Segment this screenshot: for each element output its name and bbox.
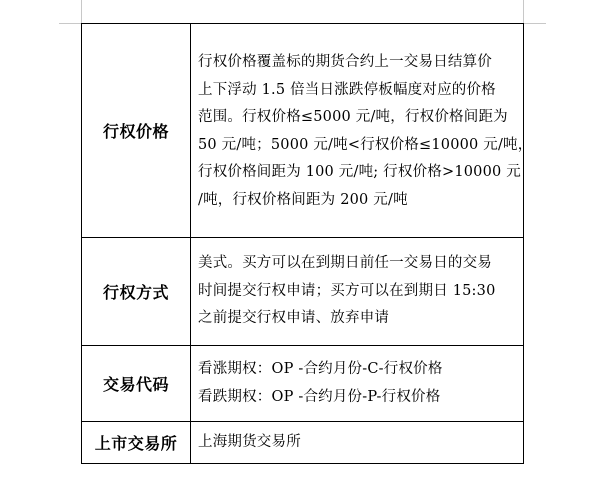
margin-mark-top-left-vertical bbox=[81, 0, 82, 23]
row-content bbox=[191, 346, 524, 422]
row-label: 交易代码 bbox=[82, 346, 191, 422]
table-row-exchange bbox=[82, 422, 524, 464]
content-line: 看跌期权：OP -合约月份-P-行权价格 bbox=[198, 388, 441, 405]
table-row-strike-price bbox=[82, 24, 524, 238]
row-content bbox=[191, 422, 524, 464]
margin-mark-top-right-vertical bbox=[523, 0, 524, 23]
margin-mark-top-right-horizontal bbox=[524, 23, 546, 24]
row-label: 行权价格 bbox=[82, 24, 191, 238]
table-row-trading-code bbox=[82, 346, 524, 422]
content-line: 美式。买方可以在到期日前任一交易日的交易 bbox=[198, 255, 492, 272]
content-line: 看涨期权：OP -合约月份-C-行权价格 bbox=[198, 361, 443, 377]
row-label: 上市交易所 bbox=[82, 422, 191, 464]
content-line: /吨，行权价格间距为 200 元/吨 bbox=[198, 191, 408, 208]
option-spec-table bbox=[81, 23, 533, 464]
table-row-exercise-style bbox=[82, 238, 524, 346]
content-line: 行权价格覆盖标的期货合约上一交易日结算价 bbox=[198, 54, 492, 70]
content-line: 范围。行权价格≤5000 元/吨，行权价格间距为 bbox=[198, 109, 508, 125]
content-line: 之前提交行权申请、放弃申请 bbox=[198, 310, 390, 327]
row-content bbox=[191, 238, 524, 346]
content-line: 上海期货交易所 bbox=[198, 433, 301, 450]
margin-mark-top-left-horizontal bbox=[59, 23, 81, 24]
content-line: 上下浮动 1.5 倍当日涨跌停板幅度对应的价格 bbox=[198, 81, 496, 98]
content-line: 行权价格间距为 100 元/吨; 行权价格>10000 元 bbox=[198, 164, 521, 180]
content-line: 时间提交行权申请；买方可以在到期日 15:30 bbox=[198, 282, 496, 299]
content-line: 50 元/吨；5000 元/吨<行权价格≤10000 元/吨， bbox=[198, 136, 533, 153]
row-label: 行权方式 bbox=[82, 238, 191, 346]
row-content bbox=[191, 24, 533, 238]
